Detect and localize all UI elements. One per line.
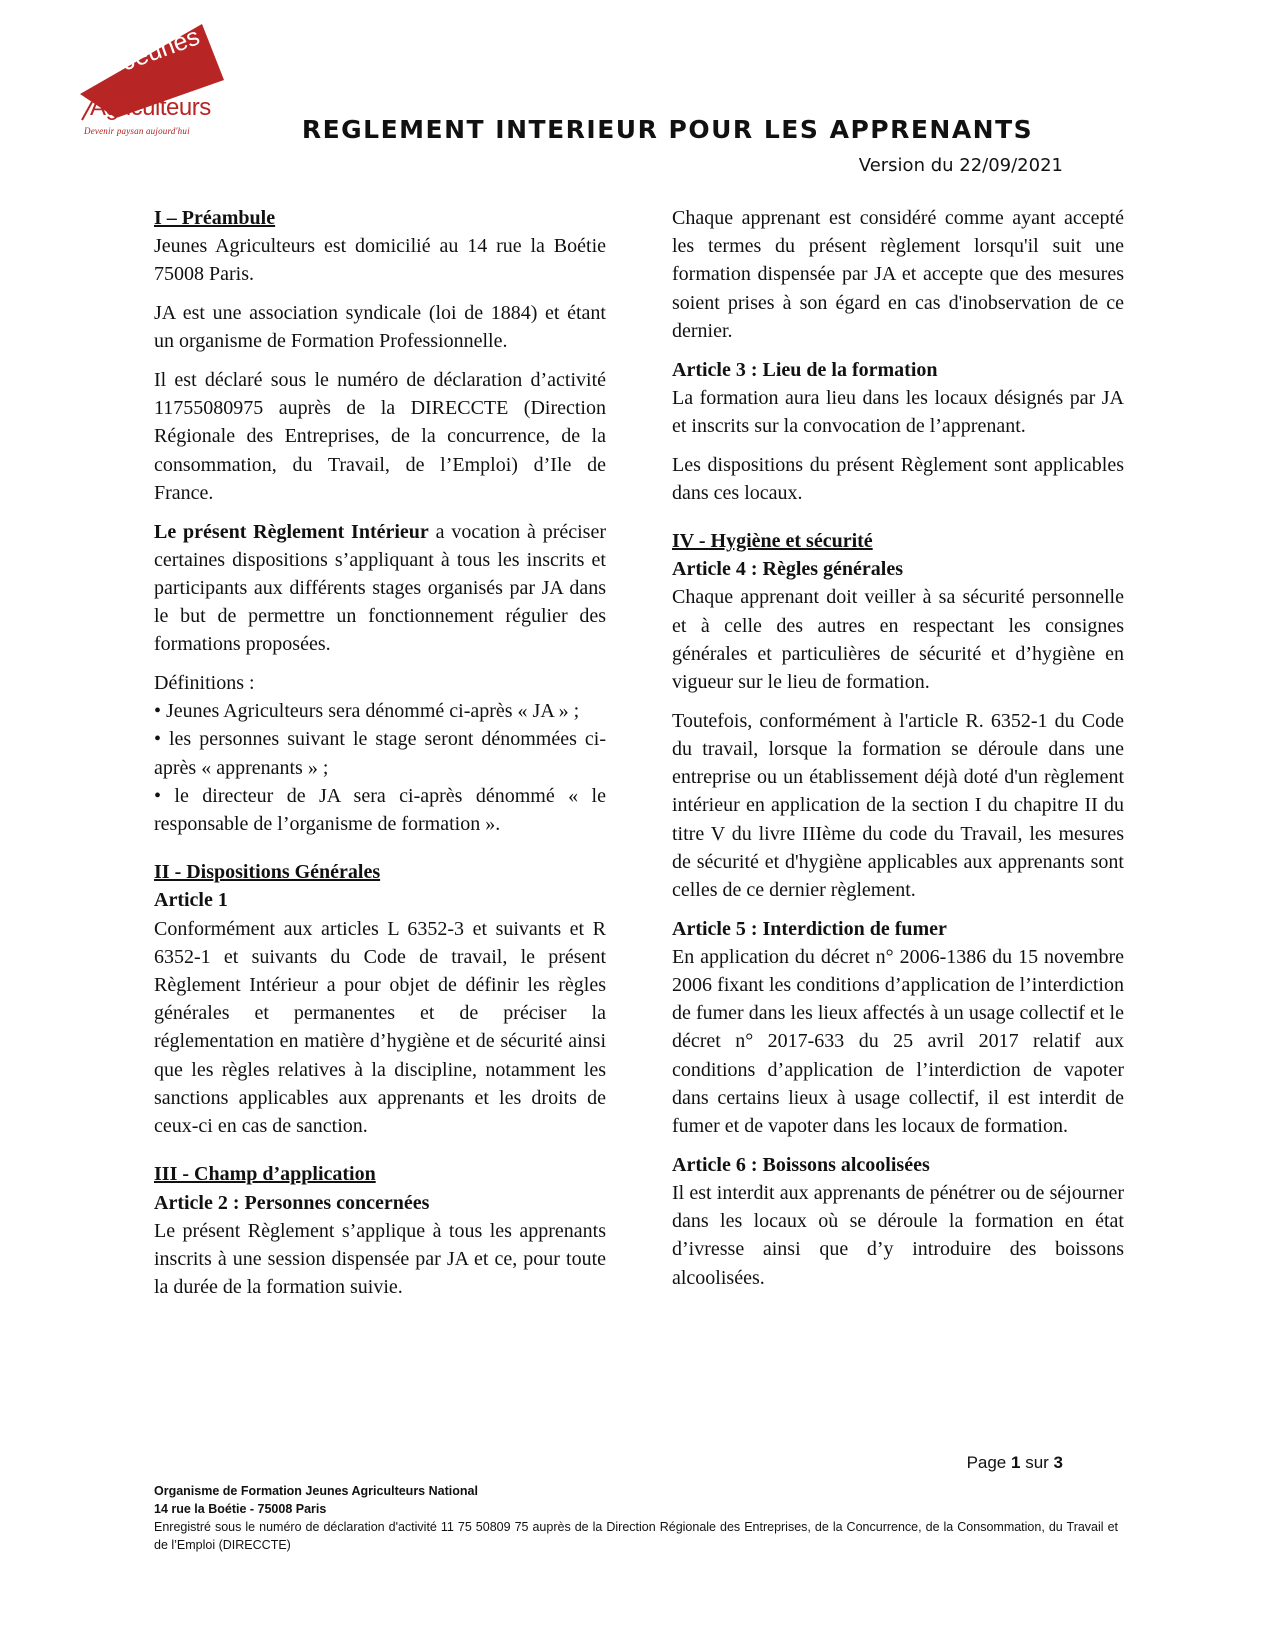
paragraph: Les dispositions du présent Règlement sont applicables dans ces locaux. (672, 453, 1124, 504)
left-column (154, 204, 606, 1312)
article-title: Article 6 : Boissons alcoolisées (672, 1153, 930, 1176)
paragraph: Il est déclaré sous le numéro de déclaration d’activité 11755080975 auprès de la DIRECCTE (Direction Régionale des Entreprises, de la concurrence, de la consommation, du Travail, de l’Emploi) d’Ile de France. (154, 369, 606, 504)
definition-item: • les personnes suivant le stage seront dénommées ci-après « apprenants » ; (154, 728, 606, 779)
definitions-title: Définitions : (154, 672, 255, 695)
bold-lead: Le présent Règlement Intérieur (154, 520, 429, 543)
section-title-hygiene: IV - Hygiène et sécurité (672, 530, 873, 553)
paragraph: Il est interdit aux apprenants de pénétrer ou de séjourner dans les locaux où se déroule la formation en état d’ivresse ainsi que d’y introduire des boissons alcoolisées. (672, 1182, 1124, 1289)
section-title-champ: III - Champ d’application (154, 1163, 376, 1186)
document-title: REGLEMENT INTERIEUR POUR LES APPRENANTS (301, 115, 1034, 144)
paragraph: En application du décret n° 2006-1386 du 15 novembre 2006 fixant les conditions d’application de l’interdiction de fumer dans les lieux affectés à un usage collectif et le décret n° 2017-633 du 25 avril 2017 relatif aux conditions d’application de l’interdiction de vapoter dans certains lieux à usage collectif, il est interdit de fumer et de vapoter dans les locaux de formation. (672, 945, 1124, 1138)
paragraph: Chaque apprenant doit veiller à sa sécurité personnelle et à celle des autres en respectant les consignes générales et particulières de sécurité et d’hygiène en vigueur sur le lieu de formation. (672, 586, 1124, 694)
section-title-dispositions: II - Dispositions Générales (154, 861, 381, 884)
footer-address: 14 rue la Boétie - 75008 Paris (154, 1502, 327, 1516)
section-title-preambule: I – Préambule (154, 207, 276, 229)
paragraph (154, 518, 606, 659)
page-current: 1 (1011, 1453, 1021, 1472)
article-title: Article 2 : Personnes concernées (154, 1191, 430, 1214)
article-title: Article 1 (154, 889, 228, 912)
page-footer (154, 1482, 1118, 1554)
article-title: Article 4 : Règles générales (672, 558, 904, 581)
footer-registration: Enregistré sous le numéro de déclaration d'activité 11 75 50809 75 auprès de la Direction Régionale des Entreprises, de la Concurrence, de la Consommation, du Travail et de l’Emploi (DIRECCTE) (154, 1520, 1118, 1552)
page-middle: sur (1020, 1453, 1054, 1472)
logo-text-line2: Agriculteurs (90, 94, 211, 121)
paragraph: Toutefois, conformément à l'article R. 6352-1 du Code du travail, lorsque la formation se déroule dans une entreprise ou un établissement déjà doté d'un règlement intérieur en application de la section I du chapitre II du titre V du livre IIIème du code du Travail, les mesures de sécurité et d'hygiène applicables aux apprenants sont celles de ce dernier règlement. (672, 709, 1124, 901)
paragraph-rest: a vocation à préciser certaines dispositions s’appliquant à tous les inscrits et participants aux différents stages organisés par JA dans le but de permettre un fonctionnement régulier des formations proposées. (154, 520, 606, 656)
definition-item: • Jeunes Agriculteurs sera dénommé ci-après « JA » ; (154, 700, 580, 723)
paragraph: Chaque apprenant est considéré comme ayant accepté les termes du présent règlement lorsqu'il suit une formation dispensée par JA et accepte que des mesures soient prises à son égard en cas d'inobservation de ce dernier. (672, 207, 1124, 342)
footer-org: Organisme de Formation Jeunes Agriculteurs National (154, 1484, 478, 1498)
page-number (967, 1453, 1063, 1473)
article-title: Article 3 : Lieu de la formation (672, 358, 938, 381)
paragraph: Conformément aux articles L 6352-3 et suivants et R 6352-1 et suivants du Code de travail, le présent Règlement Intérieur a pour objet de définir les règles générales et permanentes et de préciser la réglementation en matière d’hygiène et de sécurité ainsi que les règles relatives à la discipline, notamment les sanctions applicables aux apprenants et les droits de ceux-ci en cas de sanction. (154, 917, 606, 1138)
definition-item: • le directeur de JA sera ci-après dénommé « le responsable de l’organisme de formation ». (154, 784, 606, 836)
version-date: Version du 22/09/2021 (858, 155, 1063, 176)
paragraph: La formation aura lieu dans les locaux désignés par JA et inscrits sur la convocation de l’apprenant. (672, 386, 1124, 437)
paragraph: Le présent Règlement s’applique à tous les apprenants inscrits à une session dispensée par JA et ce, pour toute la durée de la formation suivie. (154, 1219, 606, 1299)
logo-tagline: Devenir paysan aujourd'hui (84, 126, 190, 136)
logo-text-line1: Jeunes (118, 22, 204, 77)
right-column (672, 204, 1124, 1302)
paragraph: Jeunes Agriculteurs est domicilié au 14 rue la Boétie 75008 Paris. (154, 235, 606, 286)
page-prefix: Page (966, 1453, 1011, 1472)
article-title: Article 5 : Interdiction de fumer (672, 917, 947, 940)
paragraph: JA est une association syndicale (loi de 1884) et étant un organisme de Formation Professionnelle. (154, 302, 606, 353)
page-total: 3 (1053, 1453, 1063, 1472)
